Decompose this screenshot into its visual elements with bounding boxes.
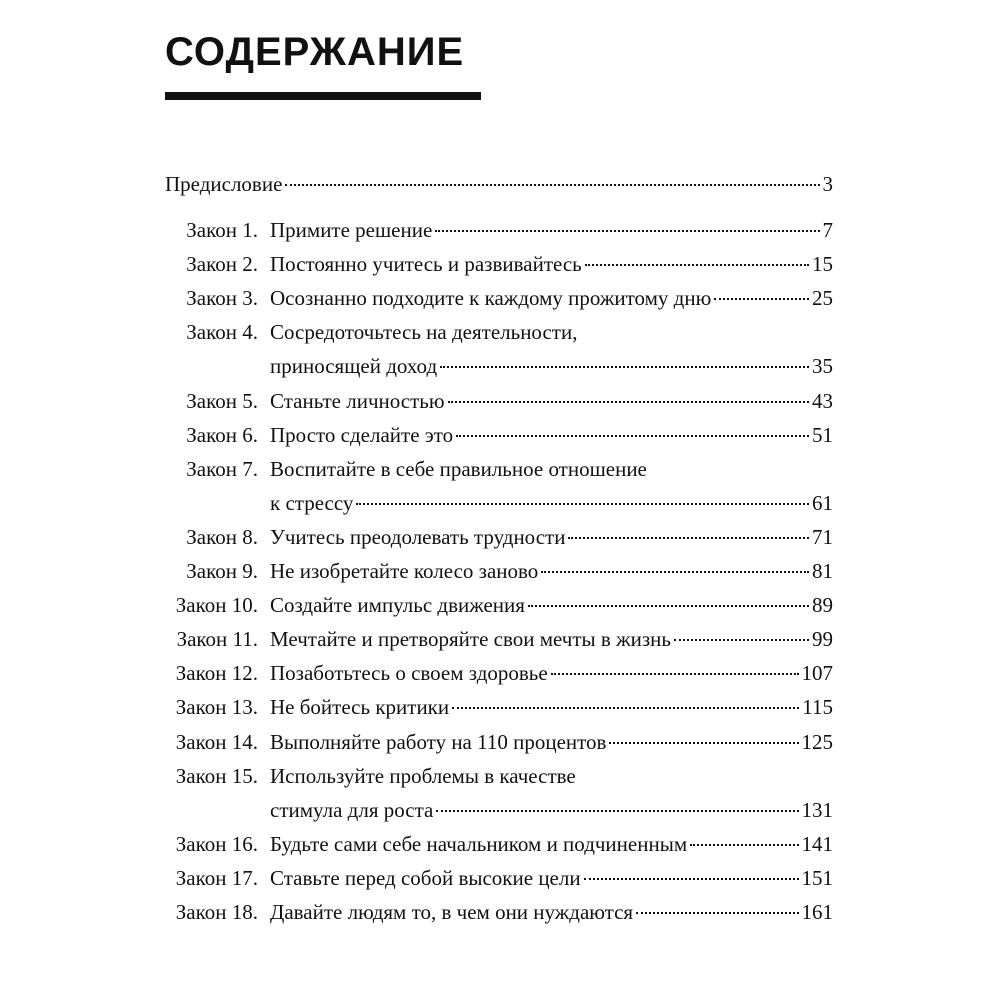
toc-law-number: Закон 1. xyxy=(186,218,258,242)
toc-entry[interactable] xyxy=(270,421,833,449)
toc-entry[interactable] xyxy=(270,693,833,721)
toc-leader-dots xyxy=(528,605,809,607)
toc-law-number: Закон 8. xyxy=(186,524,258,549)
toc-leader-dots xyxy=(568,537,809,539)
toc-entry-page: 131 xyxy=(801,797,833,822)
toc-entry-title: Учитесь преодолевать трудности xyxy=(270,524,566,549)
toc-entry-title: Не изобретайте колесо заново xyxy=(270,559,539,583)
toc-entry-page: 161 xyxy=(801,900,833,924)
toc-leader-dots xyxy=(584,878,799,880)
toc-law-number: Закон 4. xyxy=(186,320,258,345)
toc-law-number: Закон 14. xyxy=(175,729,258,754)
toc-entry[interactable] xyxy=(270,830,833,858)
toc-entry[interactable] xyxy=(270,216,833,244)
toc-leader-dots xyxy=(456,435,809,437)
toc-law-number: Закон 10. xyxy=(175,593,258,618)
toc-preface-title: Предисловие xyxy=(165,172,283,196)
toc-entry-title: к стрессу xyxy=(270,490,354,515)
toc-entry-page: 151 xyxy=(801,865,833,890)
toc-entry-title: Позаботьтесь о своем здоровье xyxy=(270,661,548,686)
page-title: СОДЕРЖАНИЕ xyxy=(165,30,465,74)
toc-entry-title: Ставьте перед собой высокие цели xyxy=(270,865,581,890)
toc-leader-dots xyxy=(690,844,798,846)
toc-leader-dots xyxy=(674,639,809,641)
toc-entry[interactable] xyxy=(270,796,833,824)
toc-law-number: Закон 9. xyxy=(186,559,258,583)
toc-entry-title: Давайте людям то, в чем они нуждаются xyxy=(270,900,634,924)
toc-law-number: Закон 12. xyxy=(175,661,258,686)
toc-entry-page: 125 xyxy=(801,729,833,754)
toc-entry-title: Осознанно подходите к каждому прожитому дню xyxy=(270,286,712,311)
toc-law-number: Закон 16. xyxy=(175,831,258,856)
toc-entry[interactable] xyxy=(270,387,833,415)
toc-entry[interactable] xyxy=(270,591,833,619)
toc-entry-page: 35 xyxy=(812,354,833,379)
toc-entry-page: 141 xyxy=(801,831,833,856)
toc-leader-dots xyxy=(435,230,819,232)
toc-entry-page: 25 xyxy=(812,286,833,311)
toc-leader-dots xyxy=(636,912,798,914)
toc-leader-dots xyxy=(440,366,809,368)
toc-entry[interactable] xyxy=(270,284,833,312)
toc-entry[interactable] xyxy=(270,352,833,380)
toc-entry-page: 89 xyxy=(812,593,833,618)
toc-entry-title: Выполняйте работу на 110 процентов xyxy=(270,729,607,754)
toc-law-number: Закон 13. xyxy=(175,695,258,720)
toc-entry[interactable] xyxy=(270,728,833,756)
toc-law-number: Закон 11. xyxy=(176,627,258,652)
toc-entry-title-line: Используйте проблемы в качестве xyxy=(270,763,576,788)
toc-leader-dots xyxy=(585,264,809,266)
toc-entry[interactable] xyxy=(270,523,833,551)
toc-law-number: Закон 17. xyxy=(175,865,258,890)
toc-leader-dots xyxy=(356,503,809,505)
toc-entry-title-line: Воспитайте в себе правильное отношение xyxy=(270,456,647,481)
toc-law-number: Закон 15. xyxy=(175,763,258,788)
toc-entry-title: Примите решение xyxy=(270,218,433,242)
toc-entry-title: Мечтайте и претворяйте свои мечты в жизнь xyxy=(270,627,671,652)
toc-entry[interactable] xyxy=(270,625,833,653)
toc-entry-page: 107 xyxy=(801,661,833,686)
toc-entry-page: 71 xyxy=(812,524,833,549)
toc-leader-dots xyxy=(714,298,809,300)
toc-entry[interactable] xyxy=(270,864,833,892)
toc-entry-title: Не бойтесь критики xyxy=(270,695,450,720)
toc-leader-dots xyxy=(551,673,799,675)
toc-entry-page: 115 xyxy=(802,695,833,720)
toc-entry-title: Просто сделайте это xyxy=(270,422,454,447)
toc-law-number: Закон 6. xyxy=(186,422,258,447)
toc-entry-title: Станьте личностью xyxy=(270,388,445,413)
toc-entry-title-line: Сосредоточьтесь на деятельности, xyxy=(270,320,578,345)
toc-entry-title: Создайте импульс движения xyxy=(270,593,525,618)
toc-entry[interactable] xyxy=(270,659,833,687)
toc-entry-title: Будьте сами себе начальником и подчиненным xyxy=(270,831,688,856)
toc-law-number: Закон 2. xyxy=(186,252,258,277)
toc-entry-page: 61 xyxy=(812,490,833,515)
toc-leader-dots xyxy=(609,742,798,744)
toc-entry-page: 43 xyxy=(812,388,833,413)
toc-preface-page: 3 xyxy=(822,172,833,196)
toc-law-number: Закон 7. xyxy=(186,456,258,481)
toc-law-number: Закон 5. xyxy=(186,388,258,413)
toc-entry[interactable] xyxy=(270,489,833,517)
toc-entry-title: стимула для роста xyxy=(270,797,434,822)
toc-entry-title: Постоянно учитесь и развивайтесь xyxy=(270,252,582,277)
toc-entry[interactable] xyxy=(270,557,833,585)
toc-leader-dots xyxy=(285,184,819,186)
toc-entry[interactable] xyxy=(270,898,833,926)
toc-law-number: Закон 3. xyxy=(186,286,258,311)
toc-entry-page: 15 xyxy=(812,252,833,277)
toc-leader-dots xyxy=(448,401,809,403)
toc-entry-page: 51 xyxy=(812,422,833,447)
toc-leader-dots xyxy=(541,571,809,573)
toc-entry[interactable] xyxy=(270,250,833,278)
toc-law-number: Закон 18. xyxy=(175,900,258,924)
toc-preface[interactable] xyxy=(165,170,833,198)
toc-entry-page: 7 xyxy=(822,218,833,242)
toc-leader-dots xyxy=(452,707,799,709)
toc-entry-page: 81 xyxy=(812,559,833,583)
toc-entry-title: приносящей доход xyxy=(270,354,438,379)
toc-leader-dots xyxy=(436,810,798,812)
toc-entry-page: 99 xyxy=(812,627,833,652)
